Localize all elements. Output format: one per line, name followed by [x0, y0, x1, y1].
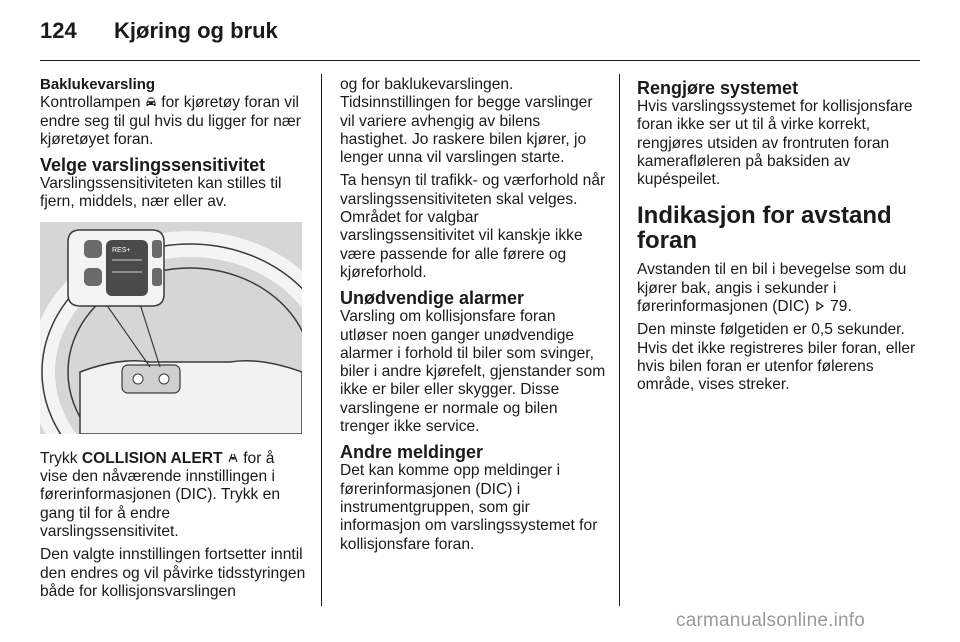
figure-button-label: RES+ [112, 246, 131, 254]
collision-alert-key: COLLISION ALERT [81, 449, 223, 467]
header-rule [40, 60, 920, 61]
page-reference-icon [814, 300, 826, 312]
paragraph-press-collision-alert: Trykk COLLISION ALERT for å vise den nåværende innstillingen i førerinformasjonen (DIC). Trykk en gang til for å endre varslingssensitivitet. [40, 449, 281, 540]
watermark-text: carmanualsonline.info [676, 610, 866, 631]
chapter-title: Kjøring og bruk [114, 18, 278, 43]
steering-wheel-drawing [40, 222, 302, 434]
column-divider-2 [619, 74, 620, 606]
paragraph-timing: og for baklukevarslingen. Tidsinnstillingen for begge varslinger vil variere avhengig av bilens hastighet. Jo raskere bilen kjører, jo lenger unna vil varslingen starte. [340, 76, 593, 167]
paragraph-unnecessary-alarms: Varsling om kollisjonsfare foran utløser noen ganger unødvendige alarmer i forhold til biler som svinger, biler i andre kjørefelt, gjenstander som ikke er biler eller skygger. Disse varslingene er normale og bilen trenger ikke service. [340, 308, 606, 436]
subheading-baklukevarsling: Baklukevarsling [40, 76, 156, 93]
steering-wheel-illustration [40, 222, 302, 434]
heading-velge-sensitivitet: Velge varslingssensitivitet [40, 155, 266, 176]
paragraph-other-messages: Det kan komme opp meldinger i førerinformasjonen (DIC) i instrumentgruppen, som gir informasjon om varslingssystemet for kollisjonsfare foran. [340, 462, 598, 553]
column-3 [637, 76, 923, 400]
paragraph-min-following: Den minste følgetiden er 0,5 sekunder. Hvis det ikke registreres biler foran, eller hvis bilen foran er utenfor følerens område, vises streker. [637, 321, 916, 394]
heading-clean-system: Rengjøre systemet [637, 78, 799, 98]
paragraph-distance: Avstanden til en bil i bevegelse som du kjører bak, angis i sekunder i førerinformasjonen (DIC) 79. [637, 261, 907, 316]
column-divider-1 [321, 74, 322, 606]
heading-unnecessary-alarms: Unødvendige alarmer [340, 288, 525, 309]
paragraph-clean-system: Hvis varslingssystemet for kollisjonsfare foran ikke ser ut til å virke korrekt, rengjøres utsiden av frontruten foran kamerafløleren på baksiden av kupéspeilet. [637, 98, 913, 189]
collision-alert-icon [227, 452, 239, 464]
paragraph-sensitivity: Varslingssensitiviteten kan stilles til fjern, middels, nær eller av. [40, 175, 282, 211]
page-header [40, 18, 920, 58]
heading-distance-indication: Indikasjon for avstand foran [637, 202, 892, 255]
paragraph-setting-persists: Den valgte innstillingen fortsetter inntil den endres og vil påvirke tidsstyringen både for kollisjonsvarslingen [40, 546, 306, 600]
paragraph-control-lamp: Kontrollampen for kjøretøy foran vil endre seg til gul hvis du ligger for nær kjøretøyet foran. [40, 94, 301, 148]
vehicle-ahead-icon [145, 96, 157, 108]
column-2 [340, 76, 606, 559]
heading-other-messages: Andre meldinger [340, 442, 484, 463]
column-1 [40, 76, 306, 606]
page-number: 124 [40, 18, 77, 43]
paragraph-traffic: Ta hensyn til trafikk- og værforhold når varslingssensitiviteten skal velges. Området for valgbar varslingssensitivitet vil kanskje ikke være passende for alle førere og kjøreforhold. [340, 172, 606, 281]
